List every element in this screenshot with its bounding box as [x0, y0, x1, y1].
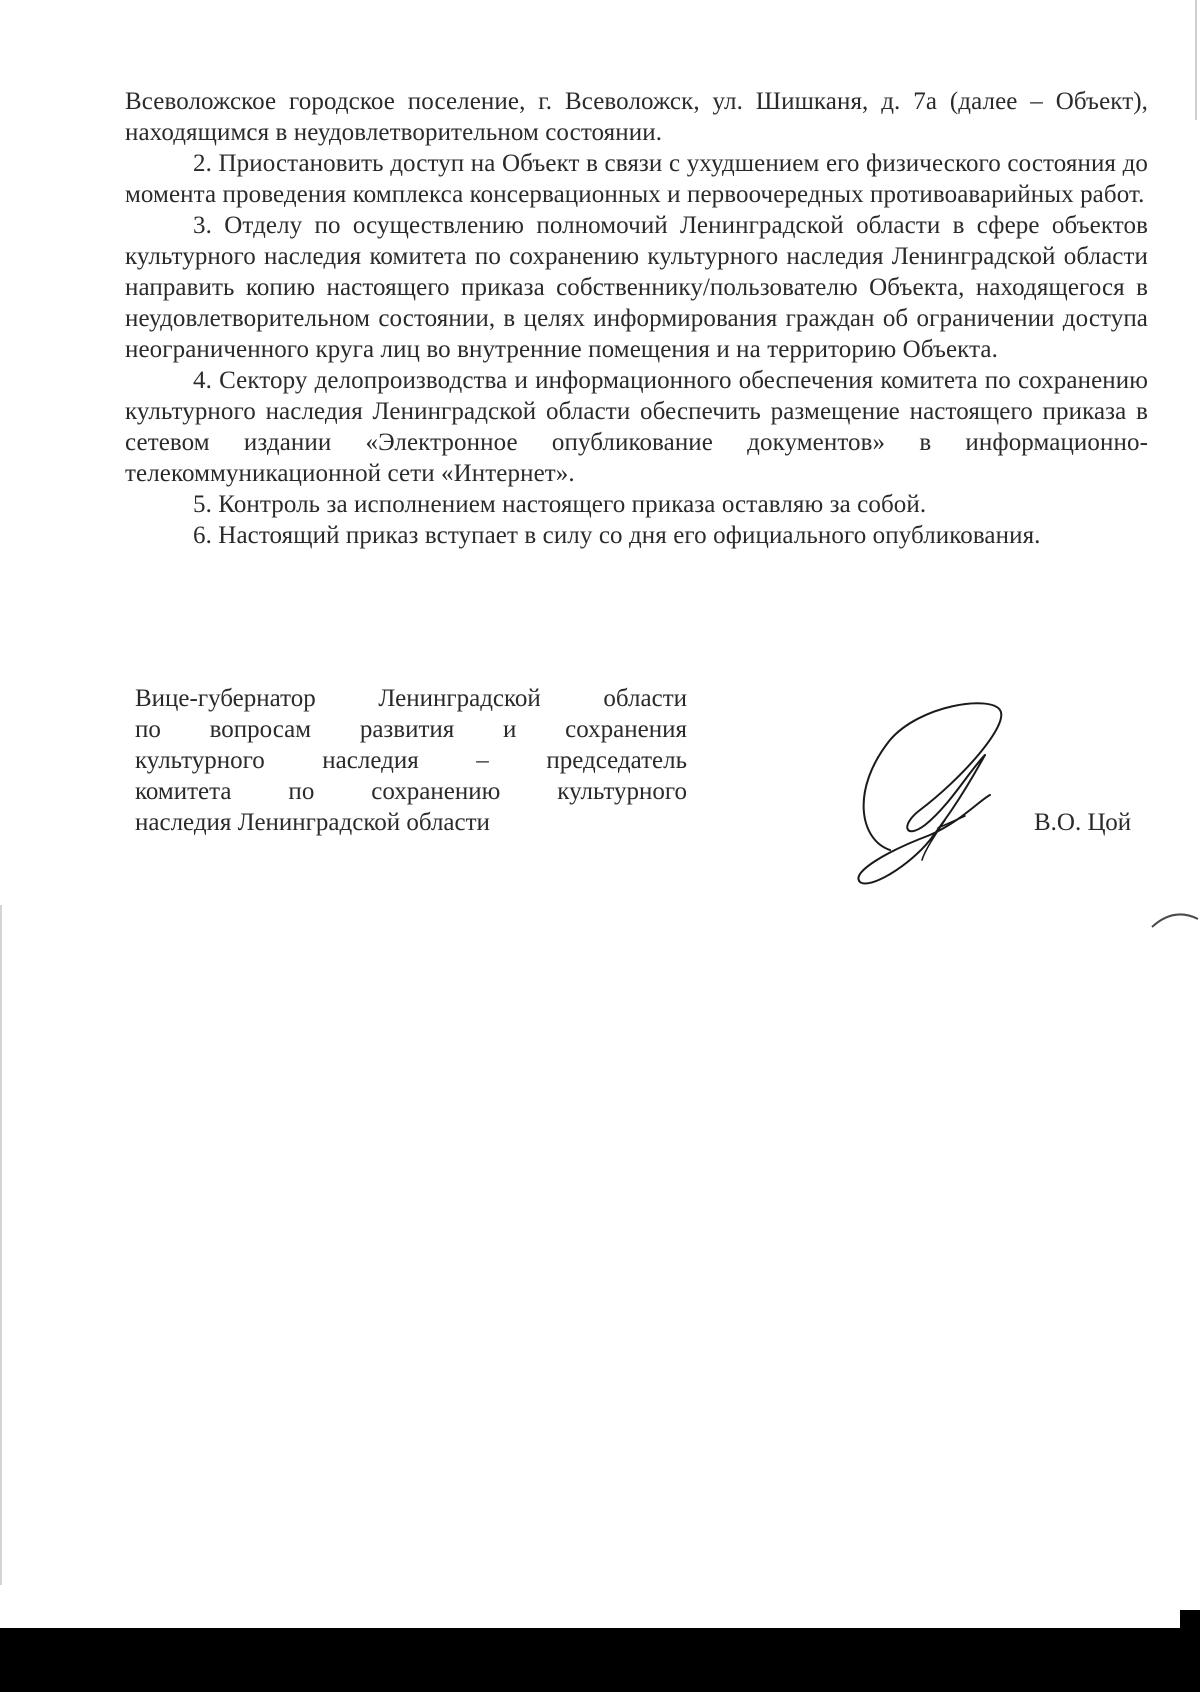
scan-edge-shadow-left [0, 905, 2, 1585]
scan-corner-mark [1150, 905, 1200, 935]
signatory-position-line: культурного наследия – председатель [135, 747, 687, 774]
signatory-position-line: по вопросам развития и сохранения [135, 716, 687, 743]
handwritten-signature [850, 700, 1020, 900]
scan-border-bottom [0, 1628, 1200, 1692]
document-body [125, 86, 1148, 551]
paragraph-continuation: Всеволожское городское поселение, г. Всеволожск, ул. Шишканя, д. 7а (далее – Объект), находящимся в неудовлетворительном состоянии. [125, 88, 1148, 146]
paragraph-item-5: 5. Контроль за исполнением настоящего приказа оставляю за собой. [193, 491, 927, 518]
paragraph-item-6: 6. Настоящий приказ вступает в силу со дня его официального опубликования. [193, 522, 1041, 549]
signatory-position-line: Вице-губернатор Ленинградской области [135, 685, 687, 712]
signatory-position [135, 683, 687, 838]
paragraph-item-4: 4. Сектору делопроизводства и информационного обеспечения комитета по сохранению культурного наследия Ленинградской области обеспечить размещение настоящего приказа в сетевом издании «Электронное опубликование документов» в информационно-телекоммуникационной сети «Интернет». [125, 367, 1148, 487]
signer-name: В.О. Цой [1034, 809, 1132, 836]
scan-bar-corner [1180, 1610, 1200, 1630]
signatory-position-line: наследия Ленинградской области [135, 809, 490, 836]
paragraph-item-2: 2. Приостановить доступ на Объект в связи с ухудшением его физического состояния до момента проведения комплекса консервационных и первоочередных противоаварийных работ. [125, 150, 1148, 208]
paragraph-item-3: 3. Отделу по осуществлению полномочий Ленинградской области в сфере объектов культурного наследия комитета по сохранению культурного наследия Ленинградской области направить копию настоящего приказа собственнику/пользователю Объекта, находящегося в неудовлетворительном состоянии, в целях информирования граждан об ограничении доступа неограниченного круга лиц во внутренние помещения и на территорию Объекта. [125, 212, 1148, 363]
signatory-position-line: комитета по сохранению культурного [135, 778, 687, 805]
scan-edge-shadow [1195, 0, 1197, 120]
